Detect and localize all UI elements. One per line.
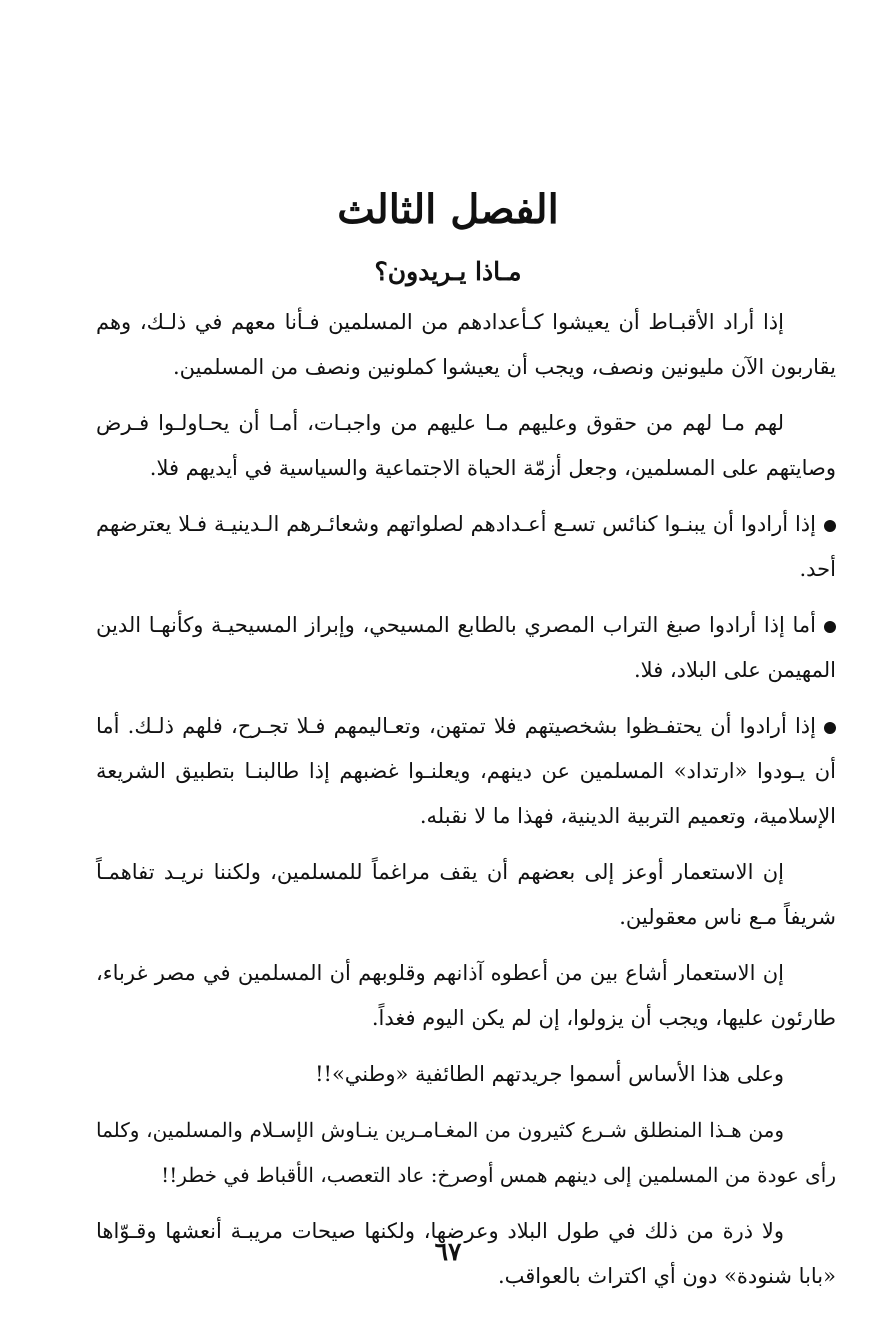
bullet-icon (824, 722, 836, 734)
page-number: ٦٧ (434, 1237, 462, 1266)
bullet-paragraph-2 (96, 603, 836, 693)
paragraph-1: إذا أراد الأقبـاط أن يعيشوا كـأعدادهم من المسلمين فـأنا معهم في ذلـك، وهم يقاربون الآن مليونين ونصف، ويجب أن يعيشوا كملونين ونصف من المسلمين. (96, 310, 836, 379)
chapter-title: الفصل الثالث (337, 186, 559, 233)
bullet-text-3: إذا أرادوا أن يحتفـظوا بشخصيتهم فلا تمتهن، وتعـاليمهم فـلا تجـرح، فلهم ذلـك. أما أن يـودوا «ارتداد» المسلمين عن دينهم، ويعلنـوا غضبهم إذا طالبنـا بتطبيق الشريعة الإسلامية، وتعميم التربية الدينية، فهذا ما لا نقبله. (96, 714, 836, 828)
paragraph-5: وعلى هذا الأساس أسموا جريدتهم الطائفية «وطني»!! (315, 1062, 784, 1086)
paragraph-4: إن الاستعمار أشاع بين من أعطوه آذانهم وقلوبهم أن المسلمين في مصر غرباء، طارئون عليها، ويجب أن يزولوا، إن لم يكن اليوم فغداً. (96, 961, 836, 1030)
paragraph-6: ومن هـذا المنطلق شـرع كثيرون من المغـامـرين ينـاوش الإسـلام والمسلمين، وكلما رأى عودة من المسلمين إلى دينهم همس أوصرخ: عاد التعصب، الأقباط في خطر!! (96, 1118, 836, 1187)
paragraph-2: لهم مـا لهم من حقوق وعليهم مـا عليهم من واجبـات، أمـا أن يحـاولـوا فـرض وصايتهم على المسلمين، وجعل أزمّة الحياة الاجتماعية والسياسية في أيديهم فلا. (96, 411, 836, 480)
paragraph-7: ولا ذرة من ذلك في طول البلاد وعرضها، ولكنها صيحات مريبـة أنعشها وقـوّاها «بابا شنودة» دون أي اكتراث بالعواقب. (96, 1219, 836, 1288)
bullet-icon (824, 520, 836, 532)
bullet-text-1: إذا أرادوا أن يبنـوا كنائس تسـع أعـدادهم لصلواتهم وشعائـرهم الـدينيـة فـلا يعترضهم أحد. (96, 512, 836, 581)
page-body (96, 300, 836, 1310)
section-title: مـاذا يـريدون؟ (374, 257, 522, 286)
bullet-paragraph-1 (96, 502, 836, 592)
bullet-text-2: أما إذا أرادوا صبغ التراب المصري بالطابع المسيحي، وإبراز المسيحيـة وكأنهـا الدين المهيمن على البلاد، فلا. (96, 613, 836, 682)
paragraph-3: إن الاستعمار أوعز إلى بعضهم أن يقف مراغماً للمسلمين، ولكننا نريـد تفاهمـاً شريفاً مـع ناس معقولين. (96, 860, 836, 929)
bullet-paragraph-3 (96, 704, 836, 839)
bullet-icon (824, 621, 836, 633)
